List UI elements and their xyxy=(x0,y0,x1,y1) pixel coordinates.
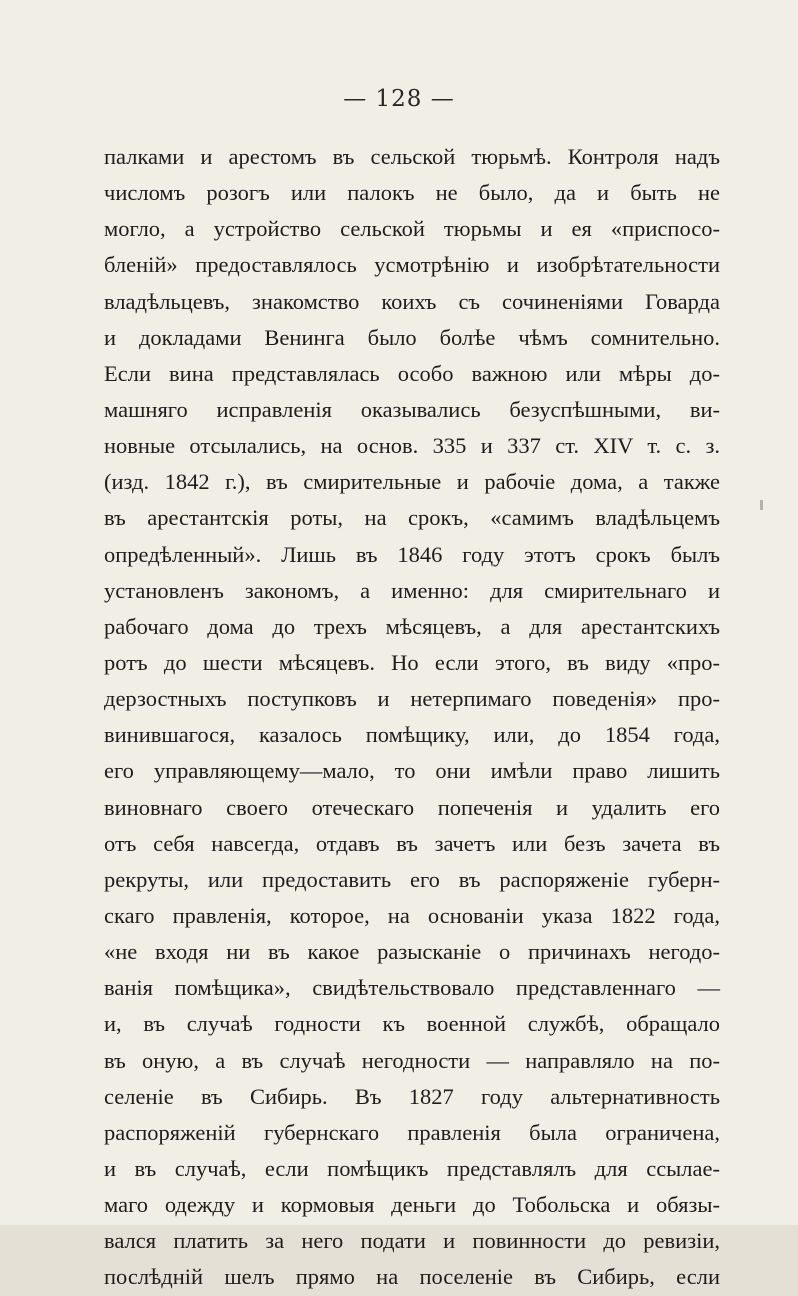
text-line: послѣдній шелъ прямо на поселеніе въ Сибирь, если xyxy=(104,1264,720,1290)
text-line: Если вина представлялась особо важною или мѣры до- xyxy=(104,360,720,386)
text-line: установленъ закономъ, а именно: для смирительнаго и xyxy=(104,577,720,603)
text-line: распоряженій губернскаго правленія была ограничена, xyxy=(104,1119,720,1145)
text-line: (изд. 1842 г.), въ смирительные и рабочіе дома, а также xyxy=(104,469,720,495)
text-line: отъ себя навсегда, отдавъ въ зачетъ или безъ зачета въ xyxy=(104,830,720,856)
text-line: рабочаго дома до трехъ мѣсяцевъ, а для арестантскихъ xyxy=(104,613,720,639)
text-line: опредѣленный». Лишь въ 1846 году этотъ срокъ былъ xyxy=(104,541,720,567)
text-line: селеніе въ Сибирь. Въ 1827 году альтернативность xyxy=(104,1083,720,1109)
text-line: бленій» предоставлялось усмотрѣнію и изобрѣтательности xyxy=(104,252,720,278)
text-line: ротъ до шести мѣсяцевъ. Но если этого, въ виду «про- xyxy=(104,649,720,675)
text-line: рекруты, или предоставить его въ распоряженіе губерн- xyxy=(104,866,720,892)
page-fold-mark xyxy=(760,500,763,510)
text-line: скаго правленія, которое, на основаніи указа 1822 года, xyxy=(104,902,720,928)
text-line: владѣльцевъ, знакомство коихъ съ сочиненіями Говарда xyxy=(104,288,720,314)
text-line: могло, а устройство сельской тюрьмы и ея «приспосо- xyxy=(104,216,720,242)
text-line: числомъ розогъ или палокъ не было, да и быть не xyxy=(104,180,720,206)
text-line: и въ случаѣ, если помѣщикъ представлялъ для ссылае- xyxy=(104,1155,720,1181)
text-line: винившагося, казалось помѣщику, или, до 1854 года, xyxy=(104,722,720,748)
text-line: вался платить за него подати и повинности до ревизіи, xyxy=(104,1228,720,1254)
text-line: новные отсылались, на основ. 335 и 337 ст. XIV т. с. з. xyxy=(104,433,720,459)
text-line: дерзостныхъ поступковъ и нетерпимаго поведенія» про- xyxy=(104,686,720,712)
text-line: и докладами Венинга было болѣе чѣмъ сомнительно. xyxy=(104,324,720,350)
text-line: въ арестантскія роты, на срокъ, «самимъ владѣльцемъ xyxy=(104,505,720,531)
text-line: машняго исправленія оказывались безуспѣшными, ви- xyxy=(104,396,720,422)
text-line: ванія помѣщика», свидѣтельствовало представленнаго — xyxy=(104,975,720,1001)
text-line: виновнаго своего отеческаго попеченія и удалить его xyxy=(104,794,720,820)
text-line: въ оную, а въ случаѣ негодности — направляло на по- xyxy=(104,1047,720,1073)
text-line: маго одежду и кормовыя деньги до Тобольска и обязы- xyxy=(104,1192,720,1218)
body-text xyxy=(104,139,720,1296)
text-line: его управляющему—мало, то они имѣли право лишить xyxy=(104,758,720,784)
text-line: и, въ случаѣ годности къ военной службѣ, обращало xyxy=(104,1011,720,1037)
text-line: «не входя ни въ какое разысканіе о причинахъ негодо- xyxy=(104,939,720,965)
page-number: — 128 — xyxy=(343,86,455,112)
text-line: палками и арестомъ въ сельской тюрьмѣ. Контроля надъ xyxy=(104,144,720,169)
